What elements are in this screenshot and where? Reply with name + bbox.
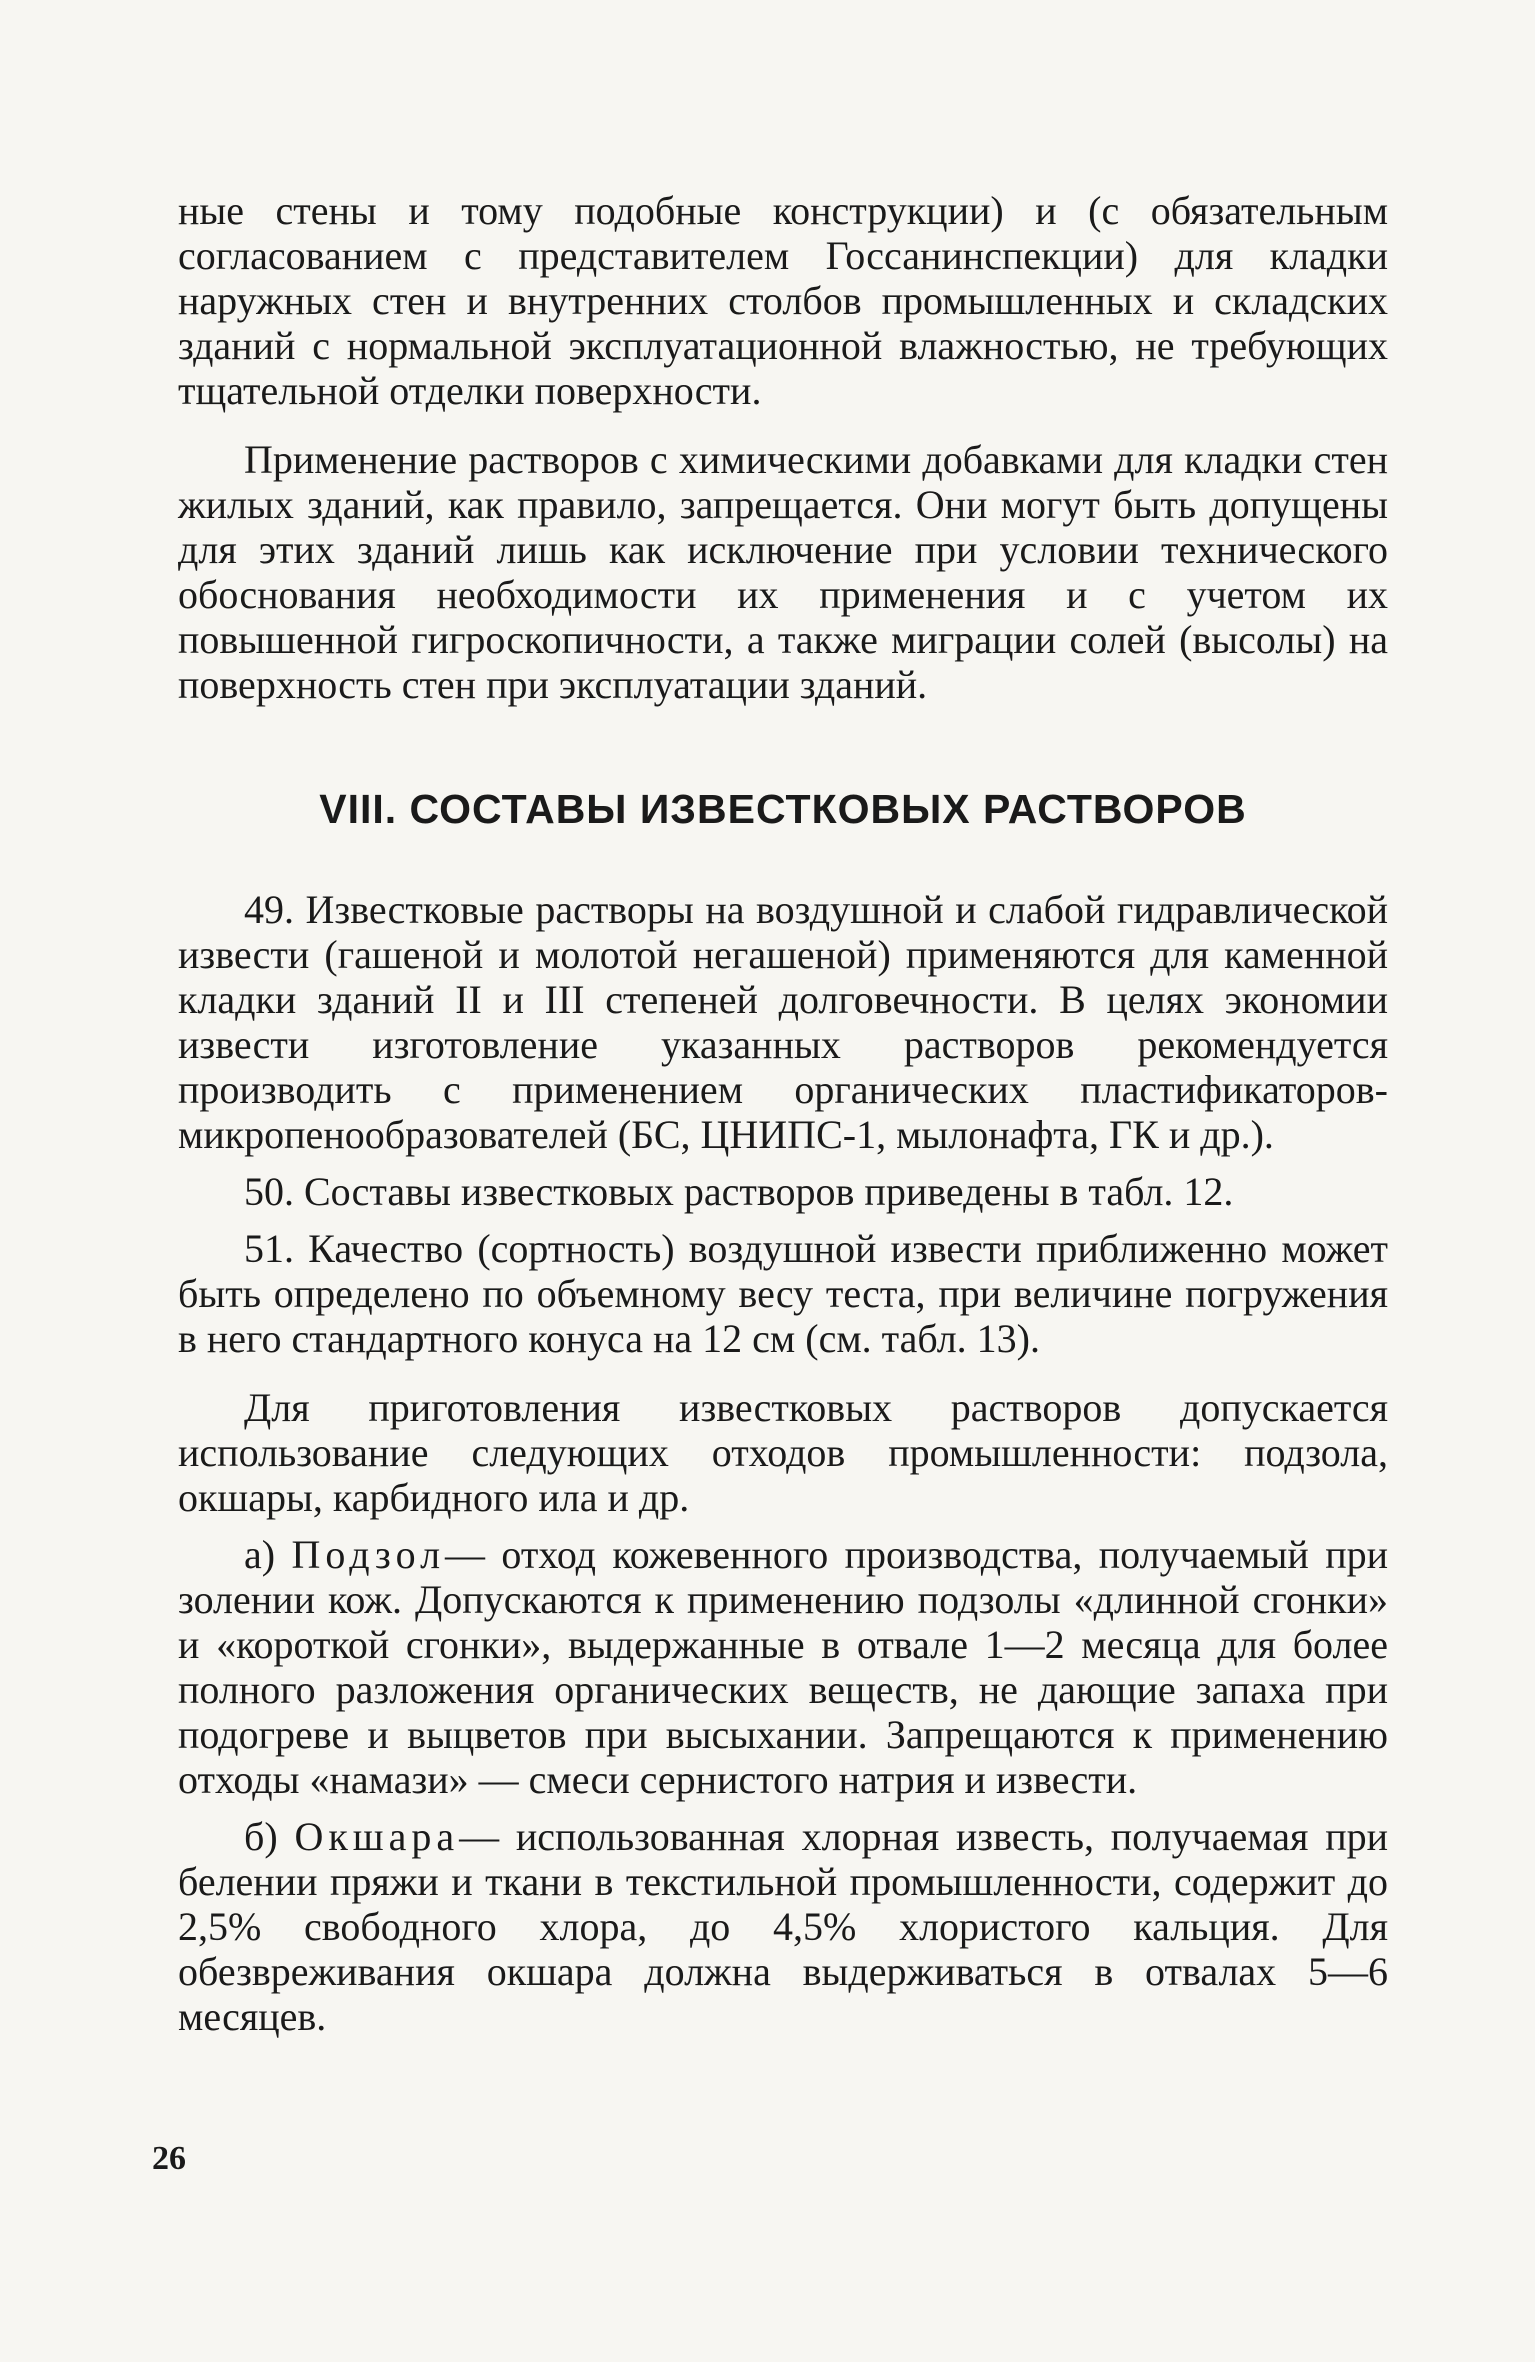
page-number: 26 xyxy=(152,2140,186,2177)
paragraph-continuation: ные стены и тому подобные конструкции) и (с обязательным согласованием с представителем Госсанинспекции) для кладки наружных стен и внутренних столбов промышленных и складских зданий с нормальной эксплуатационной влажностью, не требующих тщательной отделки поверхности. xyxy=(178,188,1388,413)
item-a-term: Подзол xyxy=(291,1532,446,1577)
section-heading: VIII. СОСТАВЫ ИЗВЕСТКОВЫХ РАСТВОРОВ xyxy=(319,786,1247,832)
item-b-prefix: б) xyxy=(244,1814,278,1859)
item-b xyxy=(178,1814,1388,2039)
item-a xyxy=(178,1532,1388,1802)
page-content xyxy=(178,188,1388,2039)
item-49: 49. Известковые растворы на воздушной и слабой гидравлической извести (гашеной и молотой негашеной) применяются для каменной кладки зданий II и III степеней долговечности. В целях экономии извести изготовление указанных растворов рекомендуется производить с применением органических пластификаторов-микропенообразователей (БС, ЦНИПС-1, мылонафта, ГК и др.). xyxy=(178,887,1388,1157)
paragraph-waste-intro: Для приготовления известковых растворов допускается использование следующих отходов промышленности: подзола, окшары, карбидного ила и др. xyxy=(178,1385,1388,1520)
item-b-text: — использованная хлорная известь, получаемая при белении пряжи и ткани в текстильной промышленности, содержит до 2,5% свободного хлора, до 4,5% хлористого кальция. Для обезвреживания окшара должна выдерживаться в отвалах 5—6 месяцев. xyxy=(178,1814,1389,2039)
item-b-term: Окшара xyxy=(294,1814,460,1859)
paragraph-chemical-additives: Применение растворов с химическими добавками для кладки стен жилых зданий, как правило, запрещается. Они могут быть допущены для этих зданий лишь как исключение при условии технического обоснования необходимости их применения и с учетом их повышенной гигроскопичности, а также миграции солей (высолы) на поверхность стен при эксплуатации зданий. xyxy=(178,437,1388,707)
item-51: 51. Качество (сортность) воздушной извести приближенно может быть определено по объемному весу теста, при величине погружения в него стандартного конуса на 12 см (см. табл. 13). xyxy=(178,1226,1388,1361)
item-a-prefix: а) xyxy=(244,1532,276,1577)
item-a-text: — отход кожевенного производства, получаемый при золении кож. Допускаются к применению подзолы «длинной сгонки» и «короткой сгонки», выдержанные в отвале 1—2 месяца для более полного разложения органических веществ, не дающие запаха при подогреве и выцветов при высыхании. Запрещаются к применению отходы «намази» — смеси сернистого натрия и извести. xyxy=(178,1532,1389,1802)
item-50: 50. Составы известковых растворов приведены в табл. 12. xyxy=(244,1169,1234,1214)
